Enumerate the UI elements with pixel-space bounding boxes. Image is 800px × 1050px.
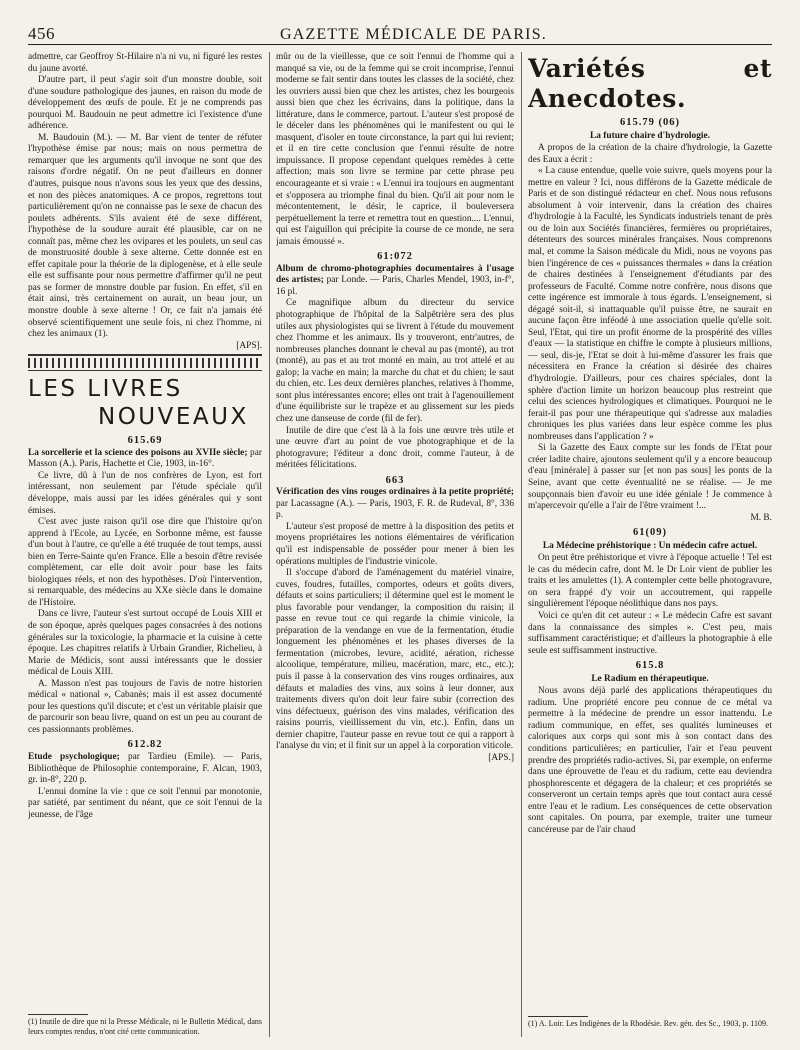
paragraph: On peut être préhistorique et vivre à l'époque actuelle ! Tel est le cas du médecin cafre, dont M. le Dr Loir vient de publier les traits et les amulettes (1). A contempler cette belle photogravure, on sera frappé d'y voir un accoutrement, qui rappelle singulièrement l'époque néolithique dans nos pays. bbox=[528, 553, 772, 610]
section-heading bbox=[28, 375, 262, 431]
classification-number: 615.8 bbox=[635, 660, 665, 672]
article-title: La future chaire d'hydrologie. bbox=[590, 130, 710, 141]
classification-number: 61(09) bbox=[633, 527, 667, 539]
classification-number: 615.79 (06) bbox=[620, 117, 680, 128]
article-title: La Médecine préhistorique : Un médecin cafre actuel. bbox=[542, 540, 758, 551]
paragraph: admettre, car Geoffroy St-Hilaire n'a ni vu, ni figuré les restes du jaune avorté. bbox=[28, 52, 262, 74]
page-number: 456 bbox=[28, 24, 55, 43]
book-publication: par Tardieu (Emile). — Paris, Bibliothèque de Philosophie contemporaine, F. Alcan, 1903, gr. in-8°, 220 p. bbox=[28, 751, 262, 786]
book-entry-heading bbox=[28, 448, 262, 471]
column-1 bbox=[28, 52, 262, 1037]
footnote-rule bbox=[28, 1014, 88, 1015]
signature: [APS]. bbox=[236, 340, 262, 351]
book-entry-heading bbox=[28, 752, 262, 787]
page-header bbox=[28, 22, 772, 45]
paragraph: « La cause entendue, quelle voie suivre, quels moyens pour la mettre en valeur ? Ici, nous différons de la Gazette médicale de Paris et de son distingué rédacteur en chef. Nous nous refusons absolument à voir intervenir, dans la création des chaires d'hydrologie à la Faculté, les Syndicats industriels tenant de près ou de loin aux Sociétés financières, fermières ou propriétaires, détenteurs des sources minérales françaises. Nous comprenons mal, et comme la Saison médicale du Midi, nous ne voyons pas bien l'ingérence de ces « puissances thermales » dans la création de chaires destinées à l'enseignement d'étudiants par des professeurs de Faculté. Comme notre confrère, nous disons que cette ingérence est immorale à tous égards. L'enseignement, si dégagé soit-il, si inattaquable qu'il puisse être, ne saurait en aucune façon être inféodé à une association quelle qu'elle soit. Seul, l'Etat, qui tire un profit énorme de la prospérité des villes d'eaux — la statistique en chiffre le compte à plusieurs millions, — seul, dis-je, l'Etat se doit à lui-même d'assurer les frais que nécessitera en France la création si désirée des chaires d'hydrologie. D'ailleurs, pour ces chaires spéciales, dont la sphère d'action limite un horizon beaucoup plus restreint que celui des sciences hydrologiques et climatiques. Pourquoi ne le ferait-il pas pour une thérapeutique qui s'adresse aux maladies chroniques les plus variées dans leur espèce comme les plus nombreuses dans l'application ? » bbox=[528, 166, 772, 442]
paragraph: Il s'occupe d'abord de l'aménagement du matériel vinaire, cuves, foudres, futailles, comportes, odeurs et goûts divers, défauts et soins particuliers; il détermine quel est le moment le plus favorable pour vendanger, la composition du raisin; il passe en revue tout ce qui regarde la chimie vinicole, la préparation de la vendange en vue de la fermentation, étudie longuement les phénomènes et les phases diverses de la fermentation (microbes, levure, acidité, aération, richesse alcoolique, température, milieu, macération, marc, etc., etc.); puis il passe à la conservation des vins rouges ordinaires, aux défauts et maladies des vins, aux soins à leur donner, aux traitements divers qu'on doit leur faire subir (correction des vins défectueux, guérison des vins malades, vérification des raisins pourris, vieillissement du vin, etc.). Enfin, dans un dernier chapitre, l'auteur passe en revue tout ce qui a rapport à l'analyse du vin; et il finit sur un appel à la corporation viticole. bbox=[276, 568, 514, 752]
paragraph: D'autre part, il peut s'agir soit d'un monstre double, soit d'une soudure pathologique des jaunes, en raison du mode de développement des œufs de poule. Et je ne comprends pas pourquoi M. Baudouin ne peut admettre ici l'existence d'une adhérence. bbox=[28, 75, 262, 132]
book-publication: par Masson (A.). Paris, Hachette et Cie, 1903, in-16°. bbox=[28, 447, 262, 470]
classification-number: 61:072 bbox=[377, 251, 413, 263]
column-3 bbox=[528, 52, 772, 1037]
book-title: Etude psychologique; bbox=[28, 751, 120, 762]
book-entry-heading bbox=[276, 487, 514, 522]
classification-number: 612.82 bbox=[127, 739, 163, 751]
book-title: La sorcellerie et la science des poisons au XVIIe siècle; bbox=[28, 447, 248, 458]
paragraph: Dans ce livre, l'auteur s'est surtout occupé de Louis XIII et de son époque, après quelques pages consacrées à des notions générales sur la toxicologie, la pharmacie et la cuisine à cette époque. Les chapitres relatifs à Urbain Grandier, Richelieu, à Marie de Médicis, sont aussi intéressants que le dossier médical de Louis XIII. bbox=[28, 609, 262, 678]
article-title: Le Radium en thérapeutique. bbox=[591, 673, 709, 684]
section-heading-line-1: LES LIVRES bbox=[28, 376, 183, 403]
journal-title: GAZETTE MÉDICALE DE PARIS. bbox=[279, 26, 548, 43]
paragraph: L'auteur s'est proposé de mettre à la disposition des petits et moyens propriétaires les notions élémentaires de vérification qu'il est indispensable de posséder pour mener à bien les opérations multiples de l'industrie vinicole. bbox=[276, 521, 514, 567]
column-2 bbox=[276, 52, 514, 1037]
book-title: Vérification des vins rouges ordinaires à la petite propriété; bbox=[276, 487, 514, 498]
paragraph: Ce livre, dû à l'un de nos confrères de Lyon, est fort intéressant, non seulement par l'étude spéciale qu'il développe, mais aussi par les idées générales qui y sont émises. bbox=[28, 470, 262, 516]
section-heading: Variétés et Anecdotes. bbox=[528, 54, 772, 113]
paragraph: Voici ce qu'en dit cet auteur : « Le médecin Cafre est savant dans la connaissance des simples ». C'est peu, mais suffisamment caractéristique; et d'ailleurs la photographie à elle seule est suffisamment instructive. bbox=[528, 610, 772, 656]
book-publication: par Londe. — Paris, Charles Mendel, 1903, in-f°, 16 pl. bbox=[276, 275, 514, 297]
paragraph: C'est avec juste raison qu'il ose dire que l'histoire qu'on apprend à l'Ecole, au Lycée, en Sorbonne même, est fausse d'un bout à l'autre, ce qu'elle a été truquée de tout temps, aussi bien en Terre-Sainte qu'en France. Elle a besoin d'être revisée complètement, car elle doit avoir pour base les faits biologiques réels, et non des hypothèses. D'où l'intervention, si remarquable, des médecins au XXe siècle dans le domaine de l'Histoire. bbox=[28, 517, 262, 608]
book-entry-heading bbox=[276, 264, 514, 299]
paragraph: A propos de la création de la chaire d'hydrologie, la Gazette des Eaux a écrit : bbox=[528, 143, 772, 165]
paragraph: mûr ou de la vieillesse, que ce soit l'ennui de l'homme qui a manqué sa vie, ou de la femme qui se croit incomprise, l'ennui moderne se fait sentir dans toutes les classes de la société, chez les ouvriers aussi bien que chez les artistes, chez les bourgeois aussi bien que chez les écrivains, dans la politique, dans la littérature, dans le commerce, partout. L'auteur s'est proposé de le déceler dans les phénomènes qui le manifestent ou qui le masquent, d'isoler en toute circonstance, la part qui lui revient; et il en tire cette conclusion que l'ennui résulte de notre impuissance. Il propose cependant quelques remèdes à cette affection; mais son livre se termine par cette phrase peu encourageante et si vraie : « L'ennui ira toujours en augmentant et s'opposera au triomphe final du bien. Qu'il ait pour nom le mécontentement, le désir, le caprice, il bouleversera perpétuellement la terre et remettra tout en question.... L'ennui, qui est l'aiguillon qui précipite la course de ce monde, ne sera jamais émoussé ». bbox=[276, 52, 514, 247]
paragraph: Ce magnifique album du directeur du service photographique de l'hôpital de la Salpêtrière sera des plus utiles aux physiologistes qui se livrent à l'étude du mouvement chez l'homme et les animaux. Ils y trouveront, entr'autres, de nombreuses planches donnant le cheval au pas (monté), au trot (monté), au pas et au trot monté en main, au trot attelé et au galop; la vache en main; la marche du chat et du chien; le saut du chien, etc. Les deux dernières planches, relatives à l'homme, sont plus intéressantes encore; elles ont trait à l'agenouillement d'une équilibriste sur le trapèze et au glissement sur les pieds chez une danseuse de corde (fil de fer). bbox=[276, 298, 514, 424]
paragraph: L'ennui domine la vie : que ce soit l'ennui par monotonie, par satiété, par sentiment du néant, que ce soit l'ennui de la jeunesse, de l'âge bbox=[28, 786, 262, 820]
paragraph: Si la Gazette des Eaux compte sur les fonds de l'Etat pour créer ladite chaire, ajoutons seulement qu'il y a encore beaucoup d'eau [minérale] à passer sur [et non pas sous] les ponts de la Seine, avant que cette éventualité ne se réalise. — Je me soupçonnais bien d'avoir eu une idée géniale ! Je commence à m'apercevoir qu'elle a l'air de l'être vraiment !... bbox=[528, 443, 772, 512]
book-title: Album de chromo-photographies documentaires à l'usage des artistes; bbox=[276, 263, 514, 286]
signature: [APS.] bbox=[488, 752, 514, 763]
paragraph: M. Baudouin (M.). — M. Bar vient de tenter de réfuter l'hypothèse émise par nous; mais on nous permettra de remarquer que les arguments qu'il invoque ne sont que des raisons d'ordre négatif. On ne peut d'ailleurs en donner d'autres, puisque nous n'avons sous les yeux que des dessins, et non des pièces anatomiques. A ce propos, regrettons tout particulièrement qu'on ne connaisse pas le sexe de chacun des poulets adhérents. S'ils avaient été de sexe différent, l'hypothèse de la soudure aurait été plausible, car on ne connaît pas, même chez les ovipares et les poulets, un seul cas de monstruosité double à sexe alterne. Cette donnée est en effet capitale pour la théorie de la diplogenèse, et à elle seule elle est suffisante pour nous permettre d'affirmer qu'il ne peut pas se former de monstre double par fusion. En effet, s'il en était ainsi, très certainement on aurait, un beau jour, un monstre double à sexe alterne ! Or, ce fait n'a jamais été observé scientifiquement une seule fois, ni chez l'homme, ni chez les animaux (1). bbox=[28, 132, 262, 340]
paragraph: A. Masson n'est pas toujours de l'avis de notre historien médical « national », Cabanès; mais il est assez documenté pour les questions qu'il discute; et c'est un véritable plaisir que de parcourir son beau livre, quand on est un peu au courant de ces passionnants problèmes. bbox=[28, 678, 262, 735]
classification-number: 663 bbox=[385, 474, 405, 486]
section-heading-line-2: NOUVEAUX bbox=[98, 404, 249, 431]
column-divider bbox=[269, 52, 270, 1037]
signature: M. B. bbox=[750, 512, 772, 523]
footnote-rule bbox=[528, 1016, 588, 1017]
paragraph: Inutile de dire que c'est là à la fois une œuvre très utile et une œuvre d'art au point de vue photographique et de la photogravure; l'éditeur a donc droit, comme l'auteur, à de méritées félicitations. bbox=[276, 425, 514, 471]
book-publication: par Lacassagne (A.). — Paris, 1903, F. R. de Rudeval, 8°, 336 p. bbox=[276, 498, 514, 521]
paragraph: Nous avons déjà parlé des applications thérapeutiques du radium. Une propriété encore peu connue de ce métal va permettre à la médecine de prendre un essor inattendu. Le radium communique, en effet, ses qualités lumineuses et caloriques aux corps qui sont mis à son contact dans des conditions particulières; en particulier, l'air et l'eau peuvent prendre des propriétés radio-actives. Si, par exemple, on enferme dans une éprouvette de l'eau et du radium, cette eau deviendra phosphorescente et dégagera de la chaleur; et ces propriétés se conserveront un certain temps après que tout contact aura cessé entre l'eau et le radium. Les conséquences de cette observation sont capitales. On pourra, par exemple, traiter une tumeur cancéreuse par de l'air chaud bbox=[528, 686, 772, 835]
classification-number: 615.69 bbox=[127, 435, 163, 447]
footnote: (1) Inutile de dire que ni la Presse Médicale, ni le Bulletin Médical, dans leurs comptes rendus, n'ont cité cette communication. bbox=[28, 1017, 262, 1036]
column-divider bbox=[521, 52, 522, 1037]
footnote: (1) A. Loir. Les Indigènes de la Rhodésie. Rev. gén. des Sc., 1903, p. 1109. bbox=[528, 1019, 769, 1028]
decorative-rule bbox=[28, 354, 262, 371]
